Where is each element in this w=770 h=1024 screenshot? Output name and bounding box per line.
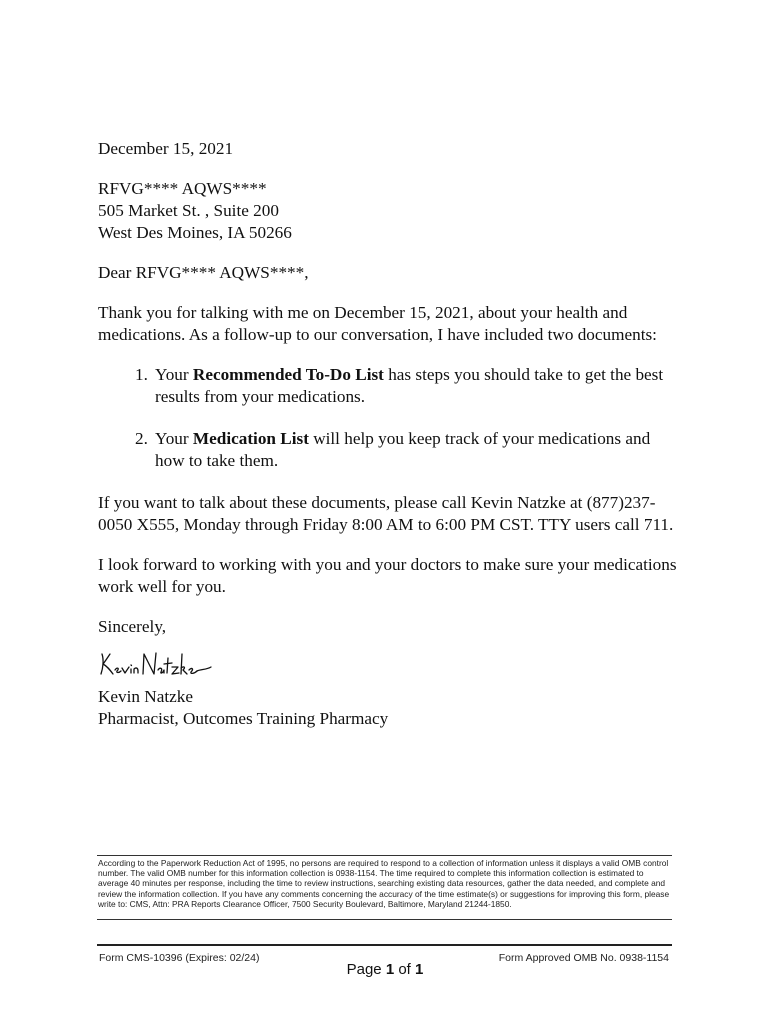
signer-name: Kevin Natzke <box>98 687 193 706</box>
footer-divider-middle <box>97 919 672 920</box>
document-list <box>98 364 678 472</box>
signature-image <box>98 646 218 680</box>
list-item-number: 1. <box>135 365 148 384</box>
page-current: 1 <box>385 961 395 978</box>
letter-body <box>98 138 678 730</box>
list-item-text: has steps you should take to get the best results from your medications. <box>155 365 664 406</box>
salutation: Dear RFVG**** AQWS****, <box>98 263 309 282</box>
sign-off: Sincerely, <box>98 617 167 636</box>
list-item-title: Recommended To-Do List <box>192 365 384 384</box>
closing-paragraph: I look forward to working with you and your doctors to make sure your medications work well for you. <box>98 555 677 596</box>
list-item <box>98 428 678 472</box>
page-total: 1 <box>415 961 424 978</box>
footer-divider-top <box>97 855 672 856</box>
list-item <box>98 364 678 408</box>
signer-block <box>98 686 678 730</box>
page-number <box>0 961 770 978</box>
handwritten-signature <box>98 646 678 680</box>
page-label: Page <box>346 961 382 978</box>
list-item-number: 2. <box>135 429 148 448</box>
omb-approval: Form Approved OMB No. 0938-1154 <box>498 952 669 964</box>
list-item-text: will help you keep track of your medications and how to take them. <box>155 429 651 470</box>
recipient-city: West Des Moines, IA 50266 <box>98 223 292 242</box>
footer-divider-bottom <box>97 944 672 946</box>
page-of: of <box>398 961 411 978</box>
paperwork-notice: According to the Paperwork Reduction Act of 1995, no persons are required to respond to a collection of information unless it displays a valid OMB control number. The valid OMB number for this information collection is 0938-1154. The time required to complete this information collection is estimated to average 40 minutes per response, including the time to review instructions, searching existing data resources, gather the data needed, and complete and review the information collection. If you have any comments concerning the accuracy of the time estimate(s) or suggestions for improving this form, please write to: CMS, Attn: PRA Reports Clearance Officer, 7500 Security Boulevard, Baltimore, Maryland 21244-1850. <box>98 858 670 909</box>
list-item-prefix: Your <box>155 429 193 448</box>
letter-date: December 15, 2021 <box>98 139 234 158</box>
recipient-street: 505 Market St. , Suite 200 <box>98 201 279 220</box>
signer-title: Pharmacist, Outcomes Training Pharmacy <box>98 709 389 728</box>
list-item-prefix: Your <box>155 365 193 384</box>
list-item-title: Medication List <box>192 429 309 448</box>
recipient-name: RFVG**** AQWS**** <box>98 179 267 198</box>
contact-paragraph: If you want to talk about these documents, please call Kevin Natzke at (877)237-0050 X555, Monday through Friday 8:00 AM to 6:00 PM CST. TTY users call 711. <box>98 493 674 534</box>
intro-paragraph: Thank you for talking with me on December 15, 2021, about your health and medications. As a follow-up to our conversation, I have included two documents: <box>98 303 657 344</box>
recipient-address <box>98 178 678 244</box>
form-id: Form CMS-10396 (Expires: 02/24) <box>99 952 260 964</box>
